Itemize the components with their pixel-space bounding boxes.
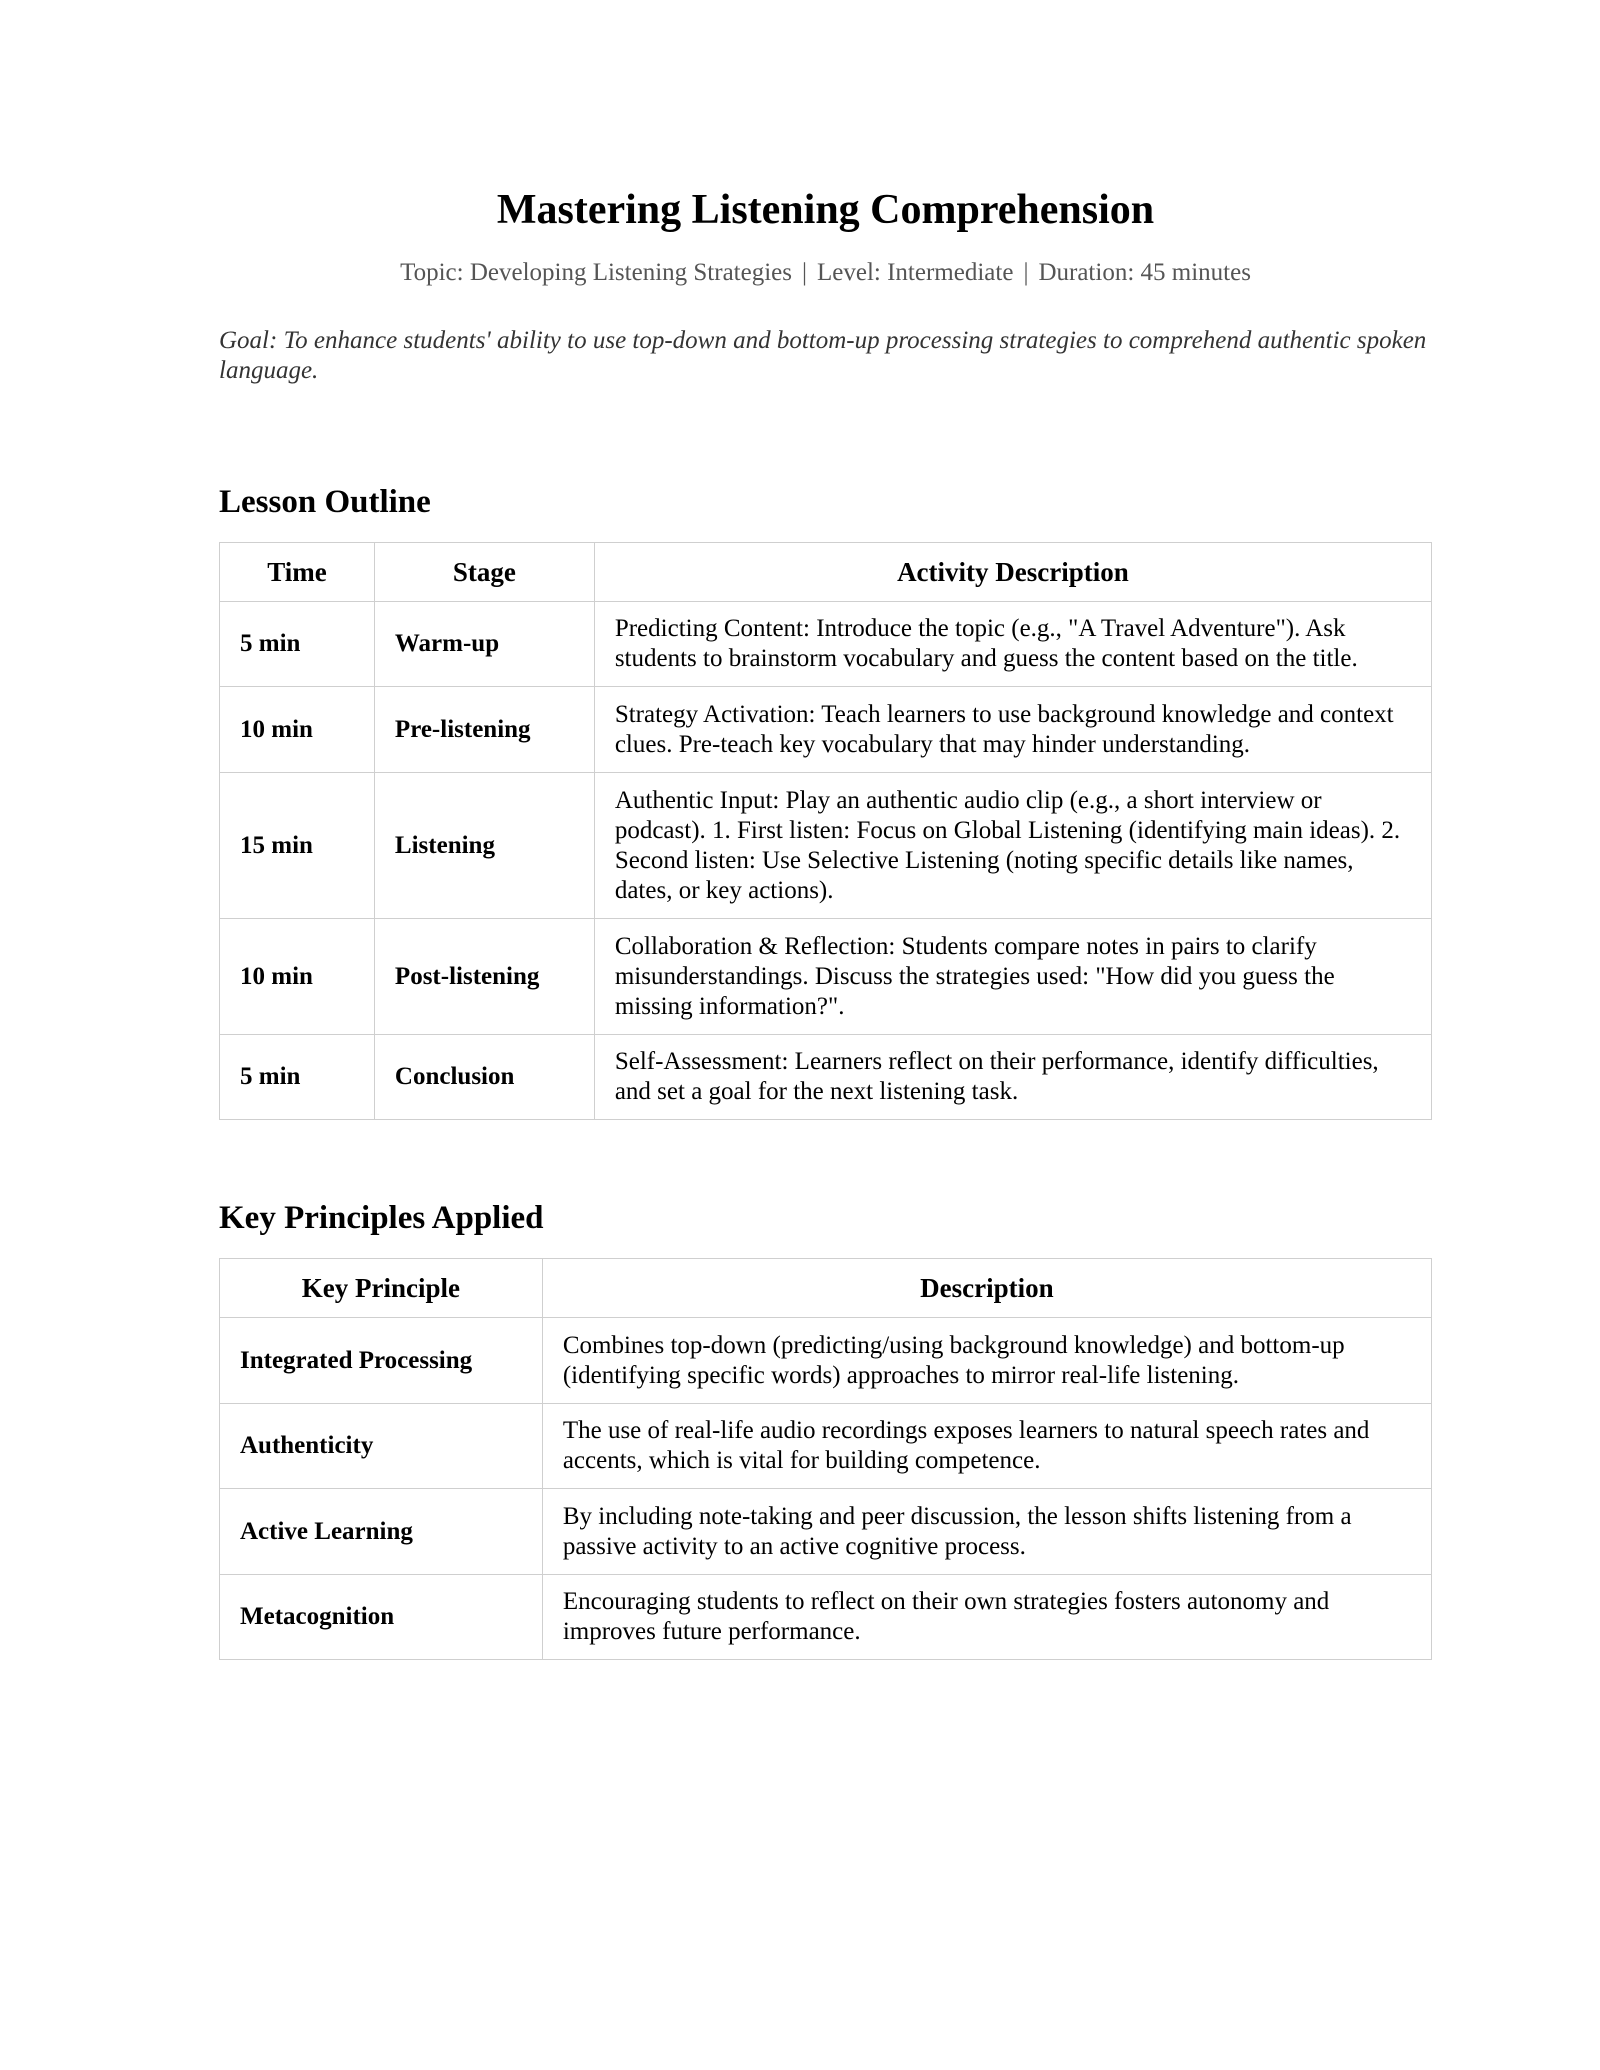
description-cell: Encouraging students to reflect on their own strategies fosters autonomy and improves future performance. [542, 1575, 1431, 1660]
meta-topic: Topic: Developing Listening Strategies [400, 259, 792, 286]
activity-cell: Authentic Input: Play an authentic audio clip (e.g., a short interview or podcast). 1. First listen: Focus on Global Listening (identifying main ideas). 2. Second listen: Use Selective Listening (noting specific details like names, dates, or key actions). [594, 773, 1431, 919]
description-cell: By including note-taking and peer discussion, the lesson shifts listening from a passive activity to an active cognitive process. [542, 1489, 1431, 1575]
key-principles-table [219, 1258, 1432, 1660]
lesson-outline-heading: Lesson Outline [219, 484, 431, 520]
activity-cell: Self-Assessment: Learners reflect on their performance, identify difficulties, and set a goal for the next listening task. [594, 1035, 1431, 1120]
table-row [220, 1575, 1432, 1660]
stage-cell: Pre-listening [374, 687, 594, 773]
activity-cell: Strategy Activation: Teach learners to use background knowledge and context clues. Pre-teach key vocabulary that may hinder understanding. [594, 687, 1431, 773]
column-header-principle: Key Principle [220, 1259, 543, 1318]
table-header-row [220, 543, 1432, 602]
lesson-goal: Goal: To enhance students' ability to use top-down and bottom-up processing strategies to comprehend authentic spoken language. [219, 327, 1427, 384]
table-row [220, 1318, 1432, 1404]
principle-cell: Active Learning [220, 1489, 543, 1575]
meta-duration: Duration: 45 minutes [1038, 259, 1251, 286]
activity-cell: Collaboration & Reflection: Students compare notes in pairs to clarify misunderstandings. Discuss the strategies used: "How did you guess the missing information?". [594, 919, 1431, 1035]
meta-level: Level: Intermediate [817, 259, 1014, 286]
column-header-stage: Stage [374, 543, 594, 602]
table-row [220, 1035, 1432, 1120]
stage-cell: Warm-up [374, 602, 594, 687]
stage-cell: Listening [374, 773, 594, 919]
lesson-meta [219, 256, 1432, 290]
description-cell: Combines top-down (predicting/using background knowledge) and bottom-up (identifying specific words) approaches to mirror real-life listening. [542, 1318, 1431, 1404]
table-header-row [220, 1259, 1432, 1318]
activity-cell: Predicting Content: Introduce the topic (e.g., "A Travel Adventure"). Ask students to brainstorm vocabulary and guess the content based on the title. [594, 602, 1431, 687]
column-header-time: Time [220, 543, 375, 602]
time-cell: 5 min [220, 1035, 375, 1120]
stage-cell: Conclusion [374, 1035, 594, 1120]
time-cell: 10 min [220, 687, 375, 773]
stage-cell: Post-listening [374, 919, 594, 1035]
principle-cell: Metacognition [220, 1575, 543, 1660]
meta-separator: | [1023, 259, 1029, 286]
key-principles-heading: Key Principles Applied [219, 1200, 544, 1236]
table-row [220, 1404, 1432, 1489]
time-cell: 5 min [220, 602, 375, 687]
table-row [220, 773, 1432, 919]
column-header-description: Description [542, 1259, 1431, 1318]
description-cell: The use of real-life audio recordings exposes learners to natural speech rates and accents, which is vital for building competence. [542, 1404, 1431, 1489]
table-row [220, 602, 1432, 687]
document-title: Mastering Listening Comprehension [496, 187, 1155, 233]
principle-cell: Integrated Processing [220, 1318, 543, 1404]
time-cell: 10 min [220, 919, 375, 1035]
column-header-activity: Activity Description [594, 543, 1431, 602]
table-row [220, 1489, 1432, 1575]
table-row [220, 687, 1432, 773]
lesson-outline-table [219, 542, 1432, 1120]
time-cell: 15 min [220, 773, 375, 919]
table-row [220, 919, 1432, 1035]
meta-separator: | [801, 259, 807, 286]
principle-cell: Authenticity [220, 1404, 543, 1489]
